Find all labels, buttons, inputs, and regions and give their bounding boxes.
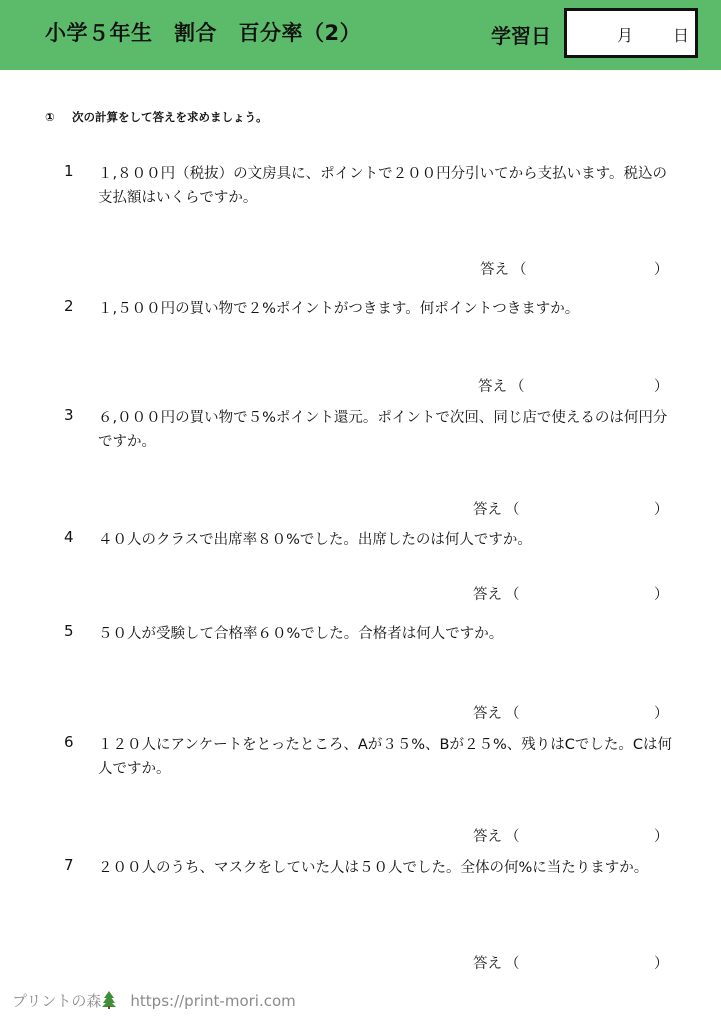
answer-close-paren: ） (654, 262, 669, 278)
answer-open-paren: （ (505, 706, 520, 722)
question-text: ５０人が受験して合格率６０%でした。合格者は何人ですか。 (98, 626, 504, 642)
answer-open-paren: （ (505, 956, 520, 972)
question-number: 4 (64, 528, 74, 546)
answer-close-paren: ） (654, 587, 669, 603)
answer-label: 答え (473, 956, 502, 972)
question-text: ６,０００円の買い物で５%ポイント還元。ポイントで次回、同じ店で使えるのは何円分ですか。 (98, 410, 668, 450)
answer-close-paren: ） (654, 829, 669, 845)
question-text: １,５００円の買い物で２%ポイントがつきます。何ポイントつきますか。 (98, 301, 580, 317)
question-text: １２０人にアンケートをとったところ、Aが３５%、Bが２５%、残りはCでした。Cは何人ですか。 (98, 737, 673, 777)
answer-open-paren: （ (505, 587, 520, 603)
answer-label: 答え (478, 379, 507, 395)
footer-brand: プリントの森 (12, 992, 102, 1010)
answer-label: 答え (480, 262, 509, 278)
answer-label: 答え (473, 706, 502, 722)
question-number: 6 (64, 733, 74, 751)
header-bar (0, 0, 721, 70)
study-date-field[interactable] (564, 8, 698, 58)
answer-label: 答え (473, 829, 502, 845)
instruction (45, 109, 268, 125)
answer-line-1 (0, 258, 721, 278)
question-number: 5 (64, 622, 74, 640)
answer-close-paren: ） (654, 706, 669, 722)
question-number: 3 (64, 406, 74, 424)
question-text: ２００人のうち、マスクをしていた人は５０人でした。全体の何%に当たりますか。 (98, 860, 649, 876)
question-number: 7 (64, 856, 74, 874)
study-date-label: 学習日 (491, 24, 551, 48)
footer (12, 990, 296, 1011)
answer-line-4 (0, 583, 721, 603)
answer-line-6 (0, 825, 721, 845)
question-text: ４０人のクラスで出席率８０%でした。出席したのは何人ですか。 (98, 532, 532, 548)
answer-open-paren: （ (505, 829, 520, 845)
answer-close-paren: ） (654, 379, 669, 395)
footer-url[interactable]: https://print-mori.com (130, 992, 296, 1010)
answer-close-paren: ） (654, 956, 669, 972)
answer-line-2 (0, 375, 721, 395)
answer-line-7 (0, 952, 721, 972)
question-text: １,８００円（税抜）の文房具に、ポイントで２００円分引いてから支払います。税込の支払額はいくらですか。 (98, 166, 667, 206)
answer-open-paren: （ (512, 262, 527, 278)
day-label: 日 (673, 26, 690, 45)
answer-label: 答え (473, 502, 502, 518)
month-label: 月 (617, 26, 634, 45)
question-number: 1 (64, 162, 74, 180)
answer-line-3 (0, 498, 721, 518)
page-title: 小学５年生 割合 百分率（2） (45, 21, 362, 45)
tree-icon (102, 991, 116, 1009)
answer-open-paren: （ (510, 379, 525, 395)
instruction-text: 次の計算をして答えを求めましょう。 (72, 110, 268, 124)
answer-label: 答え (473, 587, 502, 603)
question-number: 2 (64, 297, 74, 315)
instruction-number: ① (45, 110, 55, 124)
answer-line-5 (0, 702, 721, 722)
answer-open-paren: （ (505, 502, 520, 518)
answer-close-paren: ） (654, 502, 669, 518)
